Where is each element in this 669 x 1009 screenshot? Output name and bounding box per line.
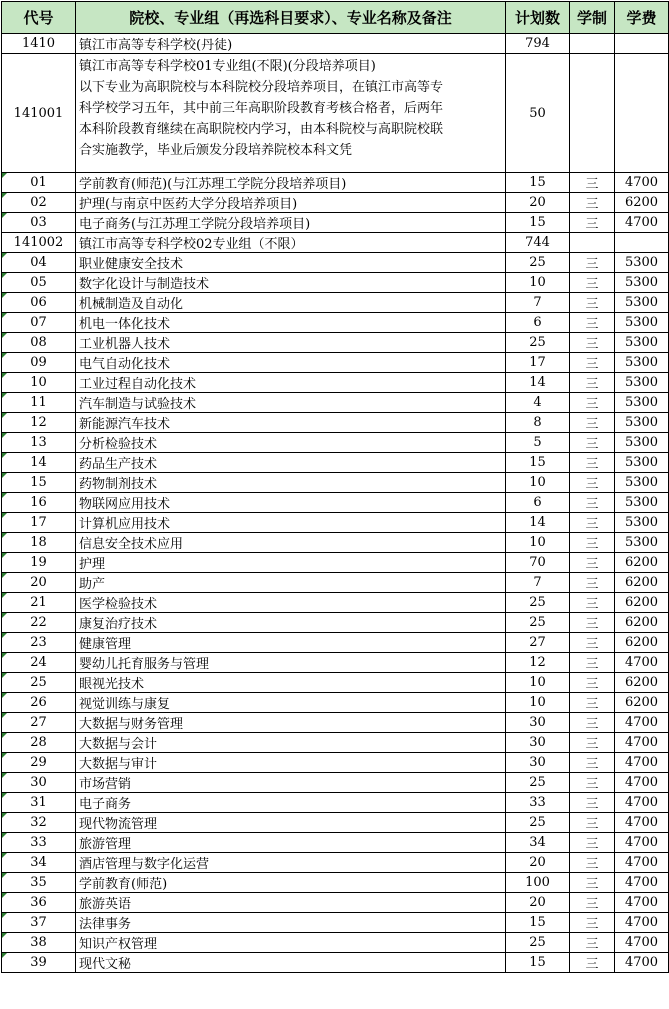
major-duration: 三	[570, 573, 615, 593]
table-row	[2, 553, 669, 573]
major-name: 计算机应用技术	[76, 513, 506, 533]
major-name: 现代文秘	[76, 953, 506, 973]
major-fee: 4700	[615, 653, 669, 673]
major-fee: 5300	[615, 533, 669, 553]
table-row	[2, 773, 669, 793]
major-fee: 5300	[615, 273, 669, 293]
school-code: 1410	[2, 34, 76, 54]
major-plan: 30	[506, 733, 570, 753]
major-plan: 25	[506, 253, 570, 273]
table-row	[2, 273, 669, 293]
major-plan: 25	[506, 593, 570, 613]
major-plan: 6	[506, 493, 570, 513]
major-fee: 4700	[615, 893, 669, 913]
major-duration: 三	[570, 813, 615, 833]
table-row	[2, 353, 669, 373]
major-plan: 30	[506, 753, 570, 773]
major-name: 分析检验技术	[76, 433, 506, 453]
major-name: 护理(与南京中医药大学分段培养项目)	[76, 193, 506, 213]
major-fee: 4700	[615, 753, 669, 773]
major-name: 酒店管理与数字化运营	[76, 853, 506, 873]
major-name: 工业机器人技术	[76, 333, 506, 353]
major-fee: 5300	[615, 293, 669, 313]
header-duration: 学制	[570, 2, 615, 34]
major-fee: 4700	[615, 173, 669, 193]
table-row	[2, 473, 669, 493]
major-duration: 三	[570, 353, 615, 373]
major-fee: 4700	[615, 813, 669, 833]
table-row	[2, 873, 669, 893]
major-fee: 5300	[615, 453, 669, 473]
major-duration: 三	[570, 473, 615, 493]
major-fee: 4700	[615, 953, 669, 973]
table-row	[2, 593, 669, 613]
major-fee: 4700	[615, 713, 669, 733]
table-row	[2, 413, 669, 433]
major-fee: 6200	[615, 633, 669, 653]
major-code: 05	[2, 273, 76, 293]
table-row	[2, 933, 669, 953]
major-code: 39	[2, 953, 76, 973]
major-duration: 三	[570, 893, 615, 913]
major-duration: 三	[570, 453, 615, 473]
major-duration: 三	[570, 253, 615, 273]
major-code: 31	[2, 793, 76, 813]
major-plan: 34	[506, 833, 570, 853]
major-fee: 4700	[615, 933, 669, 953]
major-name: 电子商务	[76, 793, 506, 813]
group1-fee-empty	[615, 54, 669, 173]
major-fee: 4700	[615, 853, 669, 873]
major-duration: 三	[570, 953, 615, 973]
major-plan: 6	[506, 313, 570, 333]
major-duration: 三	[570, 293, 615, 313]
major-name: 机械制造及自动化	[76, 293, 506, 313]
major-fee: 4700	[615, 833, 669, 853]
major-code: 21	[2, 593, 76, 613]
major-fee: 4700	[615, 733, 669, 753]
table-row	[2, 733, 669, 753]
major-code: 22	[2, 613, 76, 633]
major-fee: 6200	[615, 613, 669, 633]
major-plan: 15	[506, 913, 570, 933]
table-row	[2, 373, 669, 393]
major-code: 01	[2, 173, 76, 193]
table-row	[2, 513, 669, 533]
major-name: 医学检验技术	[76, 593, 506, 613]
major-code: 18	[2, 533, 76, 553]
major-code: 37	[2, 913, 76, 933]
table-row	[2, 613, 669, 633]
major-duration: 三	[570, 493, 615, 513]
table-row	[2, 853, 669, 873]
major-fee: 6200	[615, 193, 669, 213]
major-name: 汽车制造与试验技术	[76, 393, 506, 413]
major-name: 信息安全技术应用	[76, 533, 506, 553]
major-duration: 三	[570, 533, 615, 553]
major-duration: 三	[570, 873, 615, 893]
major-name: 大数据与会计	[76, 733, 506, 753]
major-plan: 33	[506, 793, 570, 813]
major-duration: 三	[570, 333, 615, 353]
major-plan: 4	[506, 393, 570, 413]
major-duration: 三	[570, 633, 615, 653]
major-plan: 20	[506, 853, 570, 873]
major-duration: 三	[570, 413, 615, 433]
major-plan: 8	[506, 413, 570, 433]
table-row	[2, 393, 669, 413]
major-duration: 三	[570, 933, 615, 953]
major-name: 助产	[76, 573, 506, 593]
school-name: 镇江市高等专科学校(丹徒)	[76, 34, 506, 54]
major-fee: 5300	[615, 353, 669, 373]
table-row	[2, 713, 669, 733]
major-code: 17	[2, 513, 76, 533]
major-name: 电子商务(与江苏理工学院分段培养项目)	[76, 213, 506, 233]
table-row	[2, 573, 669, 593]
major-name: 护理	[76, 553, 506, 573]
major-plan: 10	[506, 693, 570, 713]
major-duration: 三	[570, 693, 615, 713]
table-header-row	[2, 2, 669, 34]
major-name: 药品生产技术	[76, 453, 506, 473]
major-duration: 三	[570, 313, 615, 333]
major-name: 学前教育(师范)	[76, 873, 506, 893]
major-code: 26	[2, 693, 76, 713]
group1-line: 本科阶段教育继续在高职院校内学习，由本科院校与高职院校联	[79, 122, 444, 137]
group1-line: 合实施教学，毕业后颁发分段培养院校本科文凭	[79, 143, 353, 158]
major-name: 电气自动化技术	[76, 353, 506, 373]
major-fee: 5300	[615, 493, 669, 513]
major-duration: 三	[570, 913, 615, 933]
major-name: 物联网应用技术	[76, 493, 506, 513]
table-row	[2, 833, 669, 853]
major-name: 大数据与审计	[76, 753, 506, 773]
major-plan: 25	[506, 773, 570, 793]
major-plan: 30	[506, 713, 570, 733]
table-row	[2, 893, 669, 913]
major-code: 34	[2, 853, 76, 873]
table-row	[2, 453, 669, 473]
table-row	[2, 293, 669, 313]
major-plan: 20	[506, 193, 570, 213]
major-code: 10	[2, 373, 76, 393]
major-code: 02	[2, 193, 76, 213]
table-row	[2, 793, 669, 813]
major-name: 现代物流管理	[76, 813, 506, 833]
major-code: 25	[2, 673, 76, 693]
major-plan: 25	[506, 933, 570, 953]
major-code: 15	[2, 473, 76, 493]
group2-row	[2, 233, 669, 253]
major-plan: 15	[506, 953, 570, 973]
group2-dur-empty	[570, 233, 615, 253]
major-name: 眼视光技术	[76, 673, 506, 693]
major-fee: 6200	[615, 673, 669, 693]
major-code: 08	[2, 333, 76, 353]
group1-code: 141001	[2, 54, 76, 173]
table-row	[2, 633, 669, 653]
major-fee: 4700	[615, 213, 669, 233]
major-fee: 5300	[615, 413, 669, 433]
major-duration: 三	[570, 733, 615, 753]
major-plan: 7	[506, 573, 570, 593]
major-fee: 5300	[615, 513, 669, 533]
major-name: 新能源汽车技术	[76, 413, 506, 433]
major-duration: 三	[570, 373, 615, 393]
table-row	[2, 333, 669, 353]
table-row	[2, 953, 669, 973]
major-duration: 三	[570, 273, 615, 293]
major-plan: 70	[506, 553, 570, 573]
major-duration: 三	[570, 753, 615, 773]
school-row	[2, 34, 669, 54]
major-fee: 6200	[615, 693, 669, 713]
major-fee: 4700	[615, 793, 669, 813]
header-fee: 学费	[615, 2, 669, 34]
major-code: 23	[2, 633, 76, 653]
major-plan: 25	[506, 813, 570, 833]
group1-line: 科学校学习五年，其中前三年高职阶段教育考核合格者，后两年	[79, 101, 444, 116]
major-code: 16	[2, 493, 76, 513]
major-code: 30	[2, 773, 76, 793]
major-plan: 15	[506, 173, 570, 193]
table-row	[2, 193, 669, 213]
major-code: 14	[2, 453, 76, 473]
major-plan: 10	[506, 473, 570, 493]
major-plan: 15	[506, 213, 570, 233]
major-code: 07	[2, 313, 76, 333]
major-fee: 5300	[615, 433, 669, 453]
table-row	[2, 913, 669, 933]
major-plan: 17	[506, 353, 570, 373]
major-duration: 三	[570, 713, 615, 733]
major-code: 13	[2, 433, 76, 453]
table-row	[2, 813, 669, 833]
major-code: 11	[2, 393, 76, 413]
major-duration: 三	[570, 653, 615, 673]
school-dur-empty	[570, 34, 615, 54]
school-plan: 794	[506, 34, 570, 54]
major-duration: 三	[570, 513, 615, 533]
major-code: 12	[2, 413, 76, 433]
major-plan: 5	[506, 433, 570, 453]
table-row	[2, 493, 669, 513]
major-code: 06	[2, 293, 76, 313]
group1-row	[2, 54, 669, 173]
major-code: 03	[2, 213, 76, 233]
major-plan: 100	[506, 873, 570, 893]
major-plan: 10	[506, 273, 570, 293]
major-fee: 5300	[615, 473, 669, 493]
major-plan: 10	[506, 673, 570, 693]
table-row	[2, 253, 669, 273]
major-code: 19	[2, 553, 76, 573]
major-duration: 三	[570, 673, 615, 693]
table-row	[2, 753, 669, 773]
header-code: 代号	[2, 2, 76, 34]
major-code: 36	[2, 893, 76, 913]
major-plan: 27	[506, 633, 570, 653]
major-duration: 三	[570, 593, 615, 613]
major-name: 旅游英语	[76, 893, 506, 913]
major-fee: 4700	[615, 913, 669, 933]
group2-fee-empty	[615, 233, 669, 253]
enrollment-plan-table	[1, 1, 669, 973]
major-fee: 4700	[615, 773, 669, 793]
major-fee: 6200	[615, 573, 669, 593]
table-row	[2, 653, 669, 673]
major-name: 数字化设计与制造技术	[76, 273, 506, 293]
major-duration: 三	[570, 393, 615, 413]
major-duration: 三	[570, 773, 615, 793]
group1-plan: 50	[506, 54, 570, 173]
major-name: 大数据与财务管理	[76, 713, 506, 733]
group1-line: 以下专业为高职院校与本科院校分段培养项目，在镇江市高等专	[79, 80, 444, 95]
major-duration: 三	[570, 613, 615, 633]
group2-code: 141002	[2, 233, 76, 253]
major-code: 35	[2, 873, 76, 893]
major-name: 市场营销	[76, 773, 506, 793]
major-fee: 4700	[615, 873, 669, 893]
major-code: 28	[2, 733, 76, 753]
major-duration: 三	[570, 213, 615, 233]
major-plan: 14	[506, 373, 570, 393]
major-name: 职业健康安全技术	[76, 253, 506, 273]
major-plan: 12	[506, 653, 570, 673]
major-name: 法律事务	[76, 913, 506, 933]
major-code: 20	[2, 573, 76, 593]
major-fee: 5300	[615, 373, 669, 393]
major-fee: 6200	[615, 593, 669, 613]
school-fee-empty	[615, 34, 669, 54]
major-fee: 5300	[615, 313, 669, 333]
header-plan: 计划数	[506, 2, 570, 34]
major-code: 27	[2, 713, 76, 733]
table-row	[2, 433, 669, 453]
major-duration: 三	[570, 193, 615, 213]
major-plan: 15	[506, 453, 570, 473]
table-row	[2, 693, 669, 713]
major-code: 24	[2, 653, 76, 673]
header-name: 院校、专业组（再选科目要求）、专业名称及备注	[76, 2, 506, 34]
major-plan: 7	[506, 293, 570, 313]
major-fee: 5300	[615, 393, 669, 413]
major-name: 学前教育(师范)(与江苏理工学院分段培养项目)	[76, 173, 506, 193]
major-name: 知识产权管理	[76, 933, 506, 953]
major-duration: 三	[570, 793, 615, 813]
major-code: 33	[2, 833, 76, 853]
major-fee: 5300	[615, 253, 669, 273]
major-code: 38	[2, 933, 76, 953]
table-row	[2, 673, 669, 693]
group1-line: 镇江市高等专科学校01专业组(不限)(分段培养项目)	[79, 59, 376, 74]
major-name: 旅游管理	[76, 833, 506, 853]
major-name: 工业过程自动化技术	[76, 373, 506, 393]
major-code: 32	[2, 813, 76, 833]
major-plan: 14	[506, 513, 570, 533]
major-name: 药物制剂技术	[76, 473, 506, 493]
table-row	[2, 213, 669, 233]
table-row	[2, 533, 669, 553]
major-name: 健康管理	[76, 633, 506, 653]
major-name: 康复治疗技术	[76, 613, 506, 633]
major-plan: 10	[506, 533, 570, 553]
major-plan: 20	[506, 893, 570, 913]
group1-description	[76, 54, 506, 173]
major-duration: 三	[570, 553, 615, 573]
major-duration: 三	[570, 853, 615, 873]
major-code: 29	[2, 753, 76, 773]
major-plan: 25	[506, 333, 570, 353]
table-row	[2, 313, 669, 333]
major-duration: 三	[570, 433, 615, 453]
major-duration: 三	[570, 173, 615, 193]
group2-plan: 744	[506, 233, 570, 253]
major-code: 09	[2, 353, 76, 373]
group1-dur-empty	[570, 54, 615, 173]
major-name: 婴幼儿托育服务与管理	[76, 653, 506, 673]
major-plan: 25	[506, 613, 570, 633]
table-row	[2, 173, 669, 193]
group2-name: 镇江市高等专科学校02专业组（不限）	[76, 233, 506, 253]
major-fee: 5300	[615, 333, 669, 353]
major-name: 机电一体化技术	[76, 313, 506, 333]
major-fee: 6200	[615, 553, 669, 573]
major-code: 04	[2, 253, 76, 273]
major-name: 视觉训练与康复	[76, 693, 506, 713]
major-duration: 三	[570, 833, 615, 853]
